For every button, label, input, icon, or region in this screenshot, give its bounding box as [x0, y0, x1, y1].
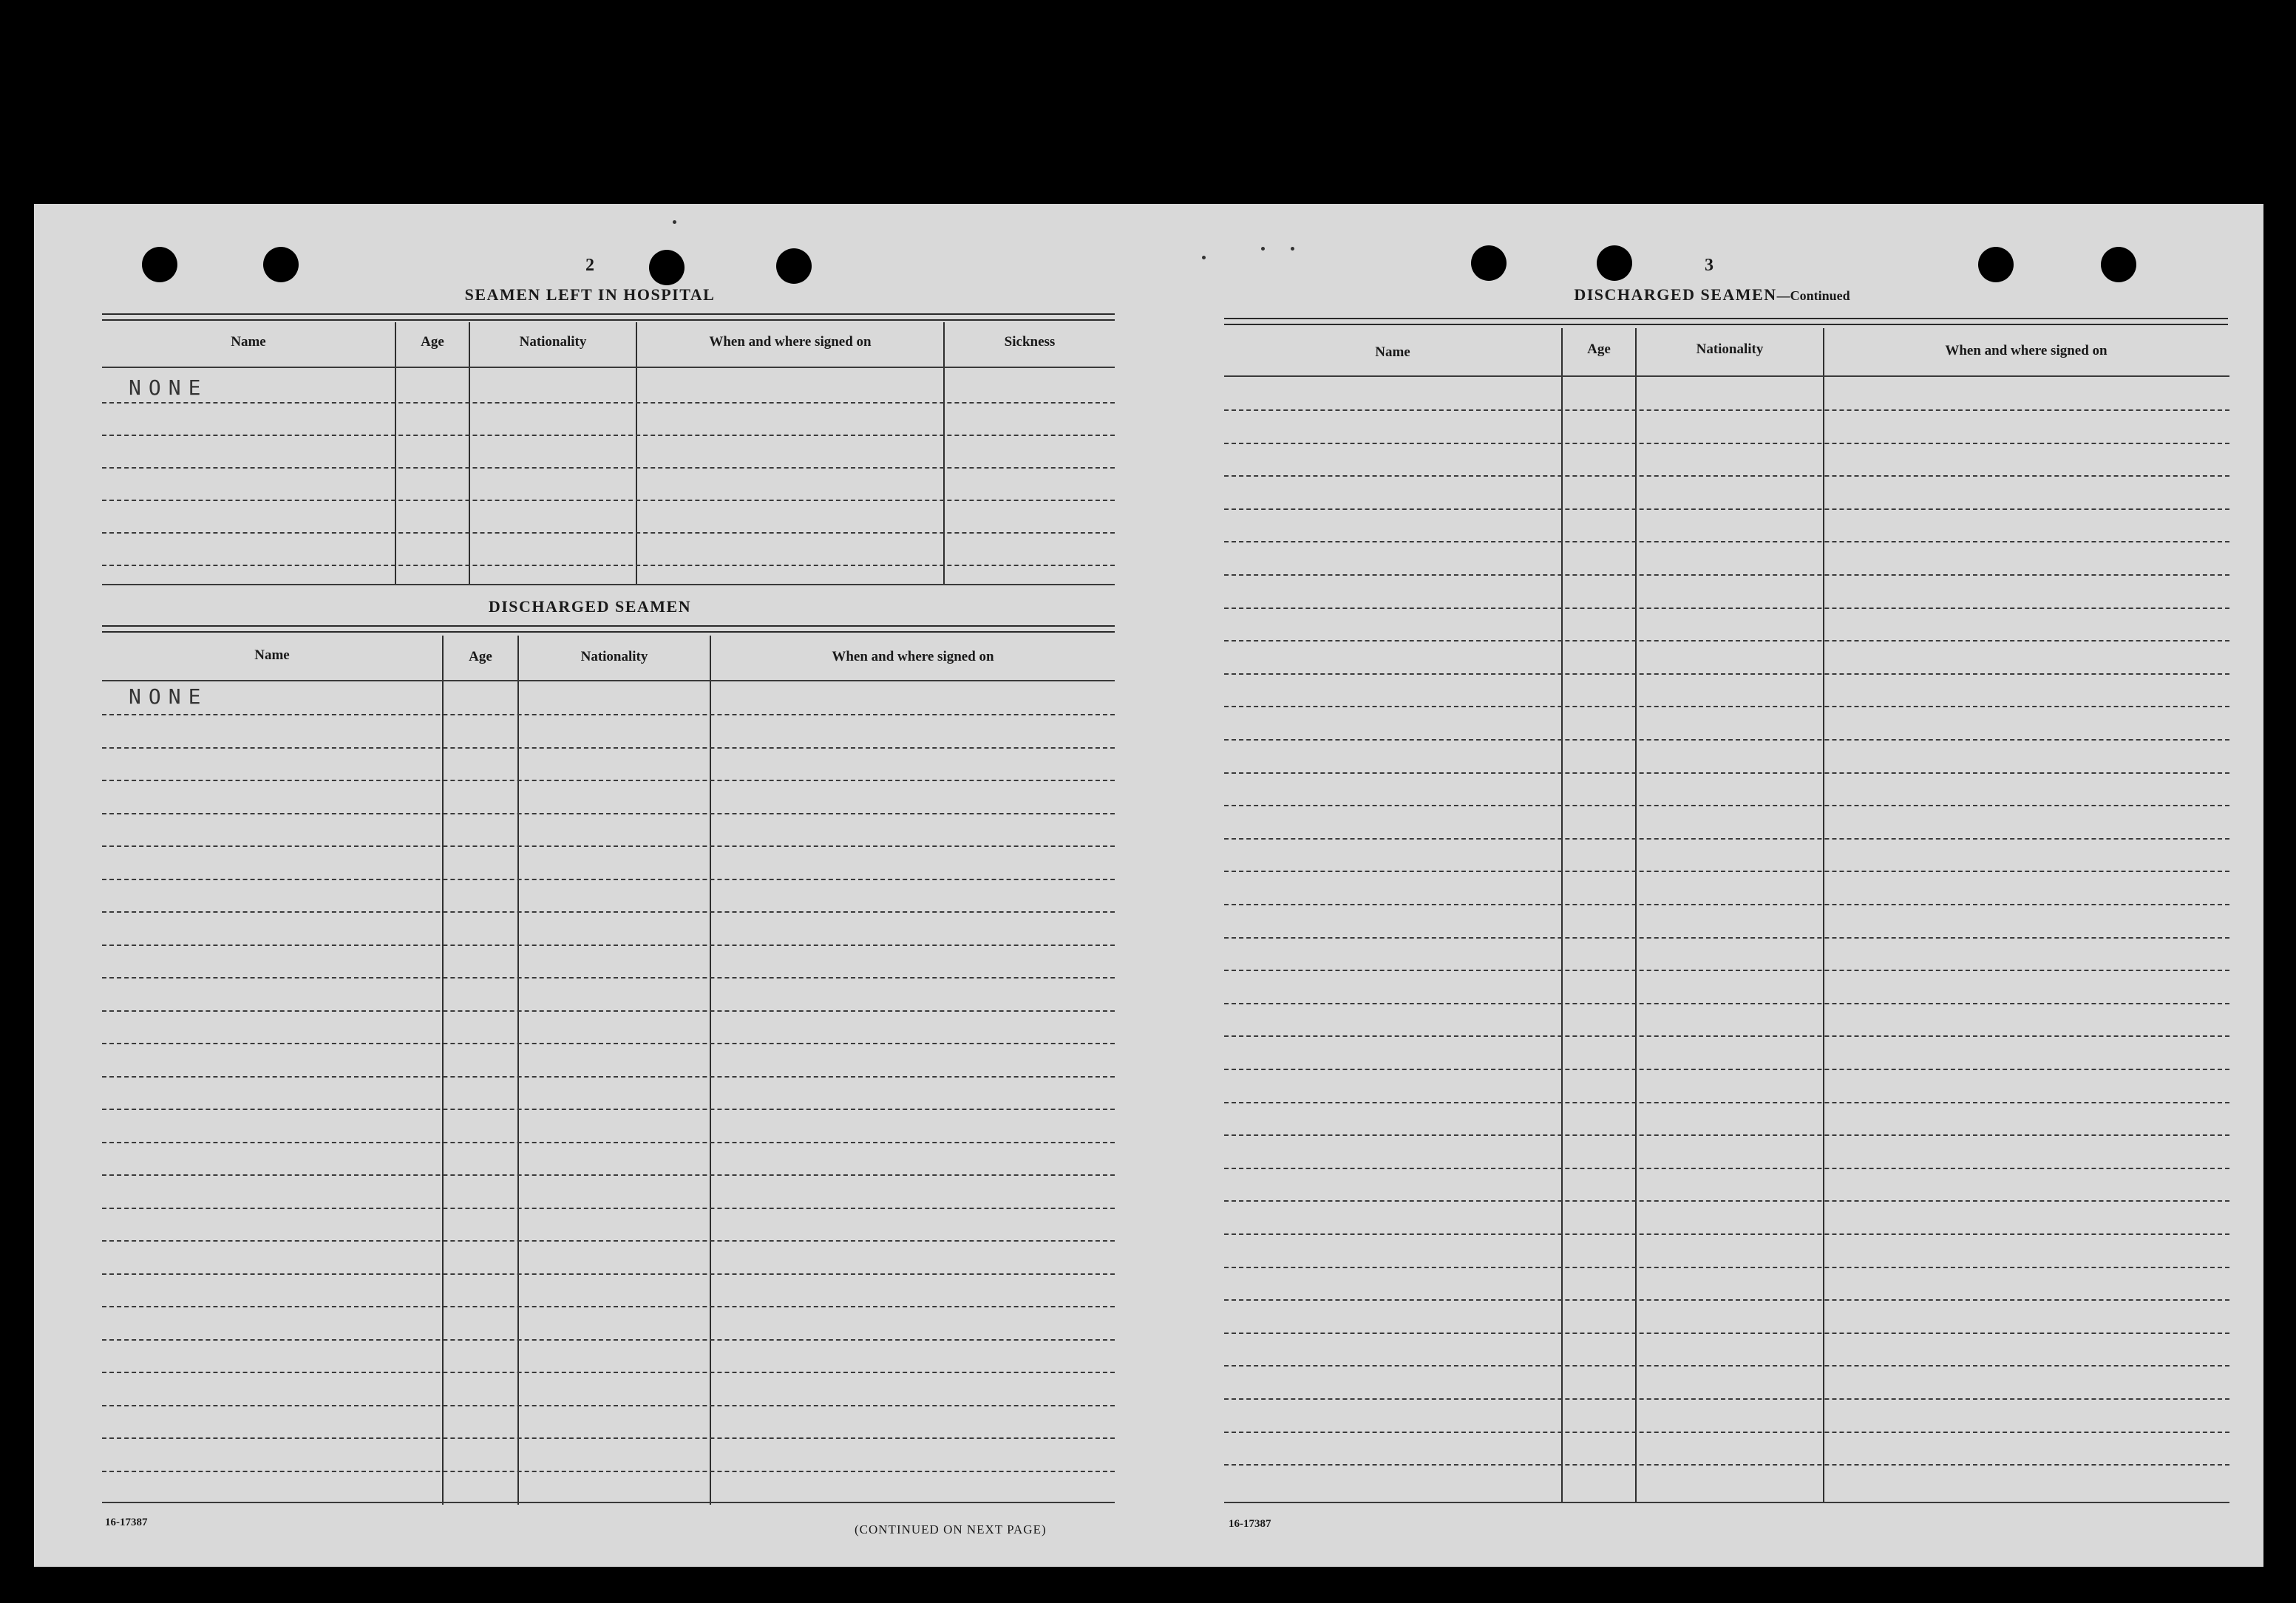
hospital-entry-none: NONE	[129, 375, 208, 400]
punch-hole	[2101, 247, 2136, 282]
punch-hole	[649, 250, 685, 285]
ruled-row-line	[102, 1339, 1115, 1341]
speck	[1261, 247, 1265, 251]
ruled-row-line	[102, 845, 1115, 847]
punch-hole	[263, 247, 299, 282]
ruled-row-line	[1224, 1432, 2229, 1433]
hospital-row-line	[102, 565, 1115, 566]
ruled-row-line	[102, 1208, 1115, 1209]
ruled-row-line	[102, 1306, 1115, 1307]
discharged-header-nationality: Nationality	[580, 649, 648, 664]
hospital-top-rule	[102, 313, 1115, 321]
right-section-title	[1557, 285, 1867, 304]
right-header-age: Age	[1587, 341, 1611, 357]
ruled-row-line	[1224, 805, 2229, 806]
hospital-divider	[943, 322, 945, 584]
ruled-row-line	[1224, 1267, 2229, 1268]
ruled-row-line	[1224, 1299, 2229, 1301]
right-header-name: Name	[1375, 344, 1410, 360]
hospital-section-title: SEAMEN LEFT IN HOSPITAL	[464, 285, 716, 304]
ruled-row-line	[102, 1437, 1115, 1439]
ruled-row-line	[1224, 1069, 2229, 1070]
ruled-row-line	[1224, 1168, 2229, 1169]
right-bottom-rule	[1224, 1502, 2229, 1503]
ruled-row-line	[102, 911, 1115, 913]
ruled-row-line	[1224, 1333, 2229, 1334]
ruled-row-line	[1224, 574, 2229, 576]
ruled-row-line	[1224, 1134, 2229, 1136]
right-section-title-main: DISCHARGED SEAMEN	[1574, 285, 1777, 304]
hospital-header-signed-on: When and where signed on	[709, 334, 872, 350]
discharged-header-age: Age	[469, 649, 492, 664]
ruled-row-line	[1224, 772, 2229, 774]
ruled-row-line	[1224, 640, 2229, 641]
discharged-bottom-rule	[102, 1502, 1115, 1503]
ruled-row-line	[102, 1405, 1115, 1406]
speck	[1202, 256, 1206, 259]
ruled-row-line	[1224, 673, 2229, 675]
ruled-row-line	[102, 1010, 1115, 1012]
ruled-row-line	[1224, 1233, 2229, 1235]
hospital-bottom-rule	[102, 584, 1115, 585]
hospital-row-line	[102, 532, 1115, 534]
hospital-row-line	[102, 467, 1115, 469]
discharged-header-rule	[102, 680, 1115, 681]
right-header-rule	[1224, 375, 2229, 377]
ruled-row-line	[102, 945, 1115, 946]
hospital-row-line	[102, 435, 1115, 436]
discharged-divider	[517, 636, 519, 1505]
discharged-divider	[442, 636, 444, 1505]
ruled-row-line	[1224, 607, 2229, 609]
right-divider	[1635, 328, 1637, 1502]
speck	[673, 220, 676, 224]
ruled-row-line	[102, 1372, 1115, 1373]
ruled-row-line	[1224, 706, 2229, 707]
hospital-row-line	[102, 402, 1115, 404]
ruled-row-line	[1224, 1003, 2229, 1004]
speck	[1291, 247, 1294, 251]
hospital-row-line	[102, 500, 1115, 501]
ruled-row-line	[102, 1043, 1115, 1044]
ruled-row-line	[1224, 871, 2229, 872]
punch-hole	[1597, 245, 1632, 281]
discharged-header-signed-on: When and where signed on	[832, 649, 994, 664]
hospital-header-sickness: Sickness	[1004, 334, 1056, 350]
ruled-row-line	[1224, 508, 2229, 510]
document-sheet	[34, 204, 2263, 1567]
ruled-row-line	[1224, 970, 2229, 971]
ruled-row-line	[102, 1109, 1115, 1110]
discharged-divider	[710, 636, 711, 1505]
ruled-row-line	[102, 1273, 1115, 1275]
right-section-title-suffix: —Continued	[1776, 288, 1850, 303]
right-header-nationality: Nationality	[1696, 341, 1764, 357]
ruled-row-line	[1224, 1398, 2229, 1400]
hospital-header-rule	[102, 367, 1115, 368]
hospital-divider	[395, 322, 396, 584]
punch-hole	[1978, 247, 2014, 282]
ruled-row-line	[1224, 1200, 2229, 1202]
ruled-row-line	[102, 1240, 1115, 1242]
hospital-header-name: Name	[231, 334, 266, 350]
ruled-row-line	[102, 1471, 1115, 1472]
ruled-row-line	[1224, 1464, 2229, 1466]
ruled-row-line	[1224, 904, 2229, 905]
punch-hole	[776, 248, 812, 284]
ruled-row-line	[1224, 739, 2229, 741]
hospital-divider	[469, 322, 470, 584]
ruled-row-line	[102, 977, 1115, 979]
discharged-top-rule	[102, 625, 1115, 633]
continued-note: (CONTINUED ON NEXT PAGE)	[855, 1522, 1047, 1536]
right-divider	[1561, 328, 1563, 1502]
punch-hole	[142, 247, 177, 282]
ruled-row-line	[102, 1142, 1115, 1143]
ruled-row-line	[1224, 937, 2229, 939]
ruled-row-line	[1224, 1035, 2229, 1037]
hospital-divider	[636, 322, 637, 584]
discharged-header-name: Name	[254, 647, 290, 663]
ruled-row-line	[102, 747, 1115, 749]
punch-hole	[1471, 245, 1507, 281]
ruled-row-line	[1224, 1365, 2229, 1367]
ruled-row-line	[102, 879, 1115, 880]
discharged-section-title: DISCHARGED SEAMEN	[488, 597, 692, 616]
right-page-number: 3	[1705, 256, 1713, 275]
hospital-header-nationality: Nationality	[519, 334, 587, 350]
ruled-row-line	[102, 780, 1115, 781]
right-divider	[1823, 328, 1824, 1502]
ruled-row-line	[102, 714, 1115, 715]
left-form-number: 16-17387	[105, 1517, 148, 1528]
ruled-row-line	[1224, 838, 2229, 840]
ruled-row-line	[1224, 443, 2229, 444]
ruled-row-line	[1224, 541, 2229, 542]
ruled-row-line	[1224, 1102, 2229, 1103]
discharged-entry-none: NONE	[129, 684, 208, 709]
ruled-row-line	[102, 1076, 1115, 1078]
ruled-row-line	[1224, 409, 2229, 411]
right-form-number: 16-17387	[1229, 1518, 1271, 1530]
left-page-number: 2	[585, 256, 594, 275]
right-top-rule	[1224, 318, 2228, 325]
ruled-row-line	[102, 1174, 1115, 1176]
ruled-row-line	[102, 813, 1115, 814]
right-header-signed-on: When and where signed on	[1945, 343, 2108, 358]
ruled-row-line	[1224, 475, 2229, 477]
hospital-header-age: Age	[421, 334, 444, 350]
